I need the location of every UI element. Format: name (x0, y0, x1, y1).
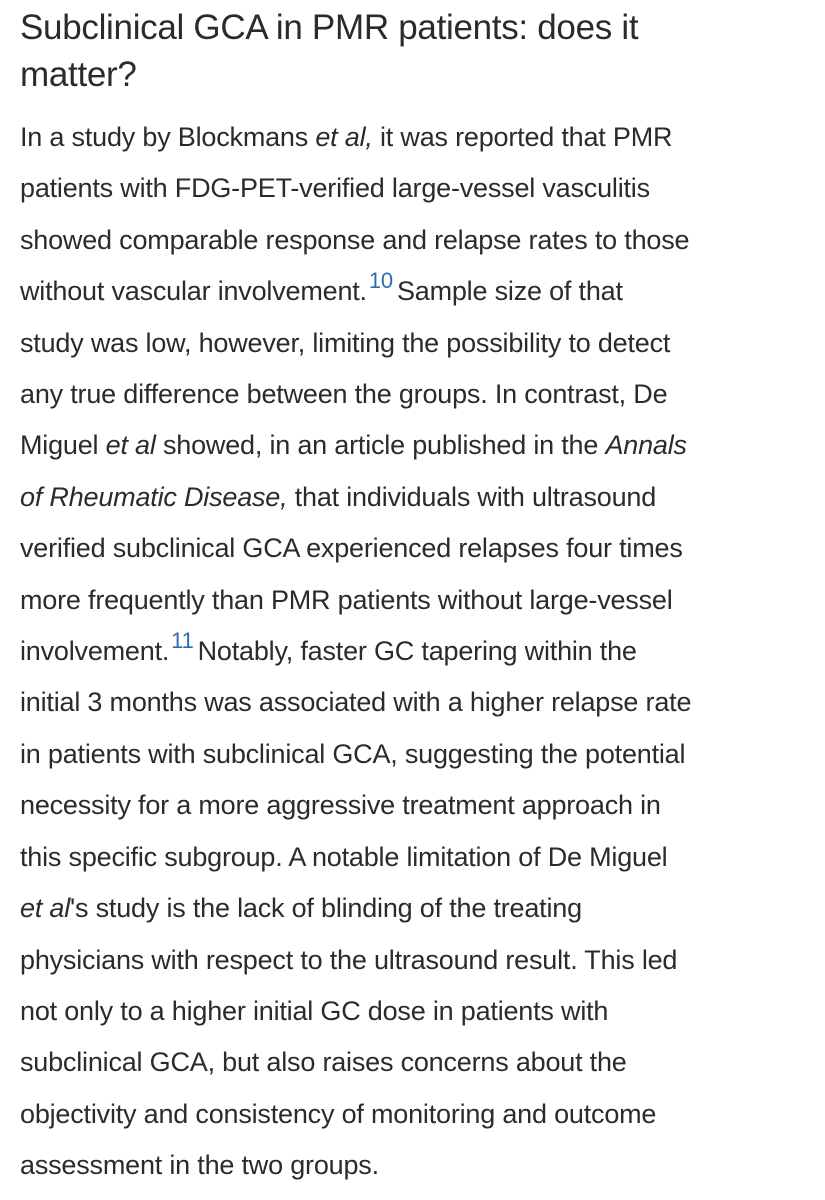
text-run: Sample size of that (396, 276, 623, 307)
text-line-4 (20, 266, 820, 317)
text-line-2: patients with FDG-PET-verified large-vessel vasculitis (20, 173, 650, 204)
text-line-5: study was low, however, limiting the possibility to detect (20, 327, 671, 358)
text-run: Miguel (20, 430, 106, 461)
text-line-1 (20, 112, 820, 163)
heading-line-1: Subclinical GCA in PMR patients: does it (20, 8, 639, 47)
text-line-3: showed comparable response and relapse rates to those (20, 224, 690, 255)
section-heading (20, 0, 820, 98)
text-line-10: more frequently than PMR patients without large-vessel (20, 584, 673, 615)
text-line-12: initial 3 months was associated with a higher relapse rate (20, 687, 692, 718)
text-run: it was reported that PMR (372, 122, 673, 152)
text-run: showed, in an article published in the (155, 430, 606, 461)
text-line-19: subclinical GCA, but also raises concerns about the (20, 1047, 627, 1078)
text-line-8 (20, 472, 820, 523)
italic-journal-name: of Rheumatic Disease, (20, 481, 288, 512)
text-run: Notably, faster GC tapering within the (197, 636, 637, 667)
italic-et-al: et al (20, 893, 71, 924)
reference-link-11[interactable]: 11 (171, 628, 194, 654)
text-run: involvement. (20, 636, 170, 667)
text-line-16 (20, 883, 820, 934)
body-paragraph (20, 112, 820, 1192)
text-line-6: any true difference between the groups. In contrast, De (20, 379, 668, 410)
text-run: without vascular involvement. (20, 276, 367, 307)
text-line-18: not only to a higher initial GC dose in patients with (20, 995, 609, 1026)
italic-et-al: et al (105, 430, 156, 461)
text-line-7 (20, 420, 820, 471)
text-line-13: in patients with subclinical GCA, suggesting the potential (20, 738, 686, 769)
text-line-9: verified subclinical GCA experienced relapses four times (20, 533, 683, 564)
text-line-20: objectivity and consistency of monitoring and outcome (20, 1098, 657, 1129)
text-run: that individuals with ultrasound (287, 481, 657, 512)
article-section (20, 0, 820, 1192)
text-line-14: necessity for a more aggressive treatment approach in (20, 790, 661, 821)
text-line-11 (20, 626, 820, 677)
reference-link-10[interactable]: 10 (368, 268, 393, 294)
text-run: In a study by Blockmans (20, 122, 316, 152)
heading-line-2: matter? (20, 55, 137, 94)
text-line-15: this specific subgroup. A notable limitation of De Miguel (20, 841, 668, 872)
text-line-21: assessment in the two groups. (20, 1150, 379, 1181)
text-line-17: physicians with respect to the ultrasound result. This led (20, 944, 678, 975)
italic-journal-name: Annals (605, 430, 687, 461)
italic-et-al: et al, (315, 122, 373, 152)
text-run: 's study is the lack of blinding of the treating (70, 893, 582, 924)
